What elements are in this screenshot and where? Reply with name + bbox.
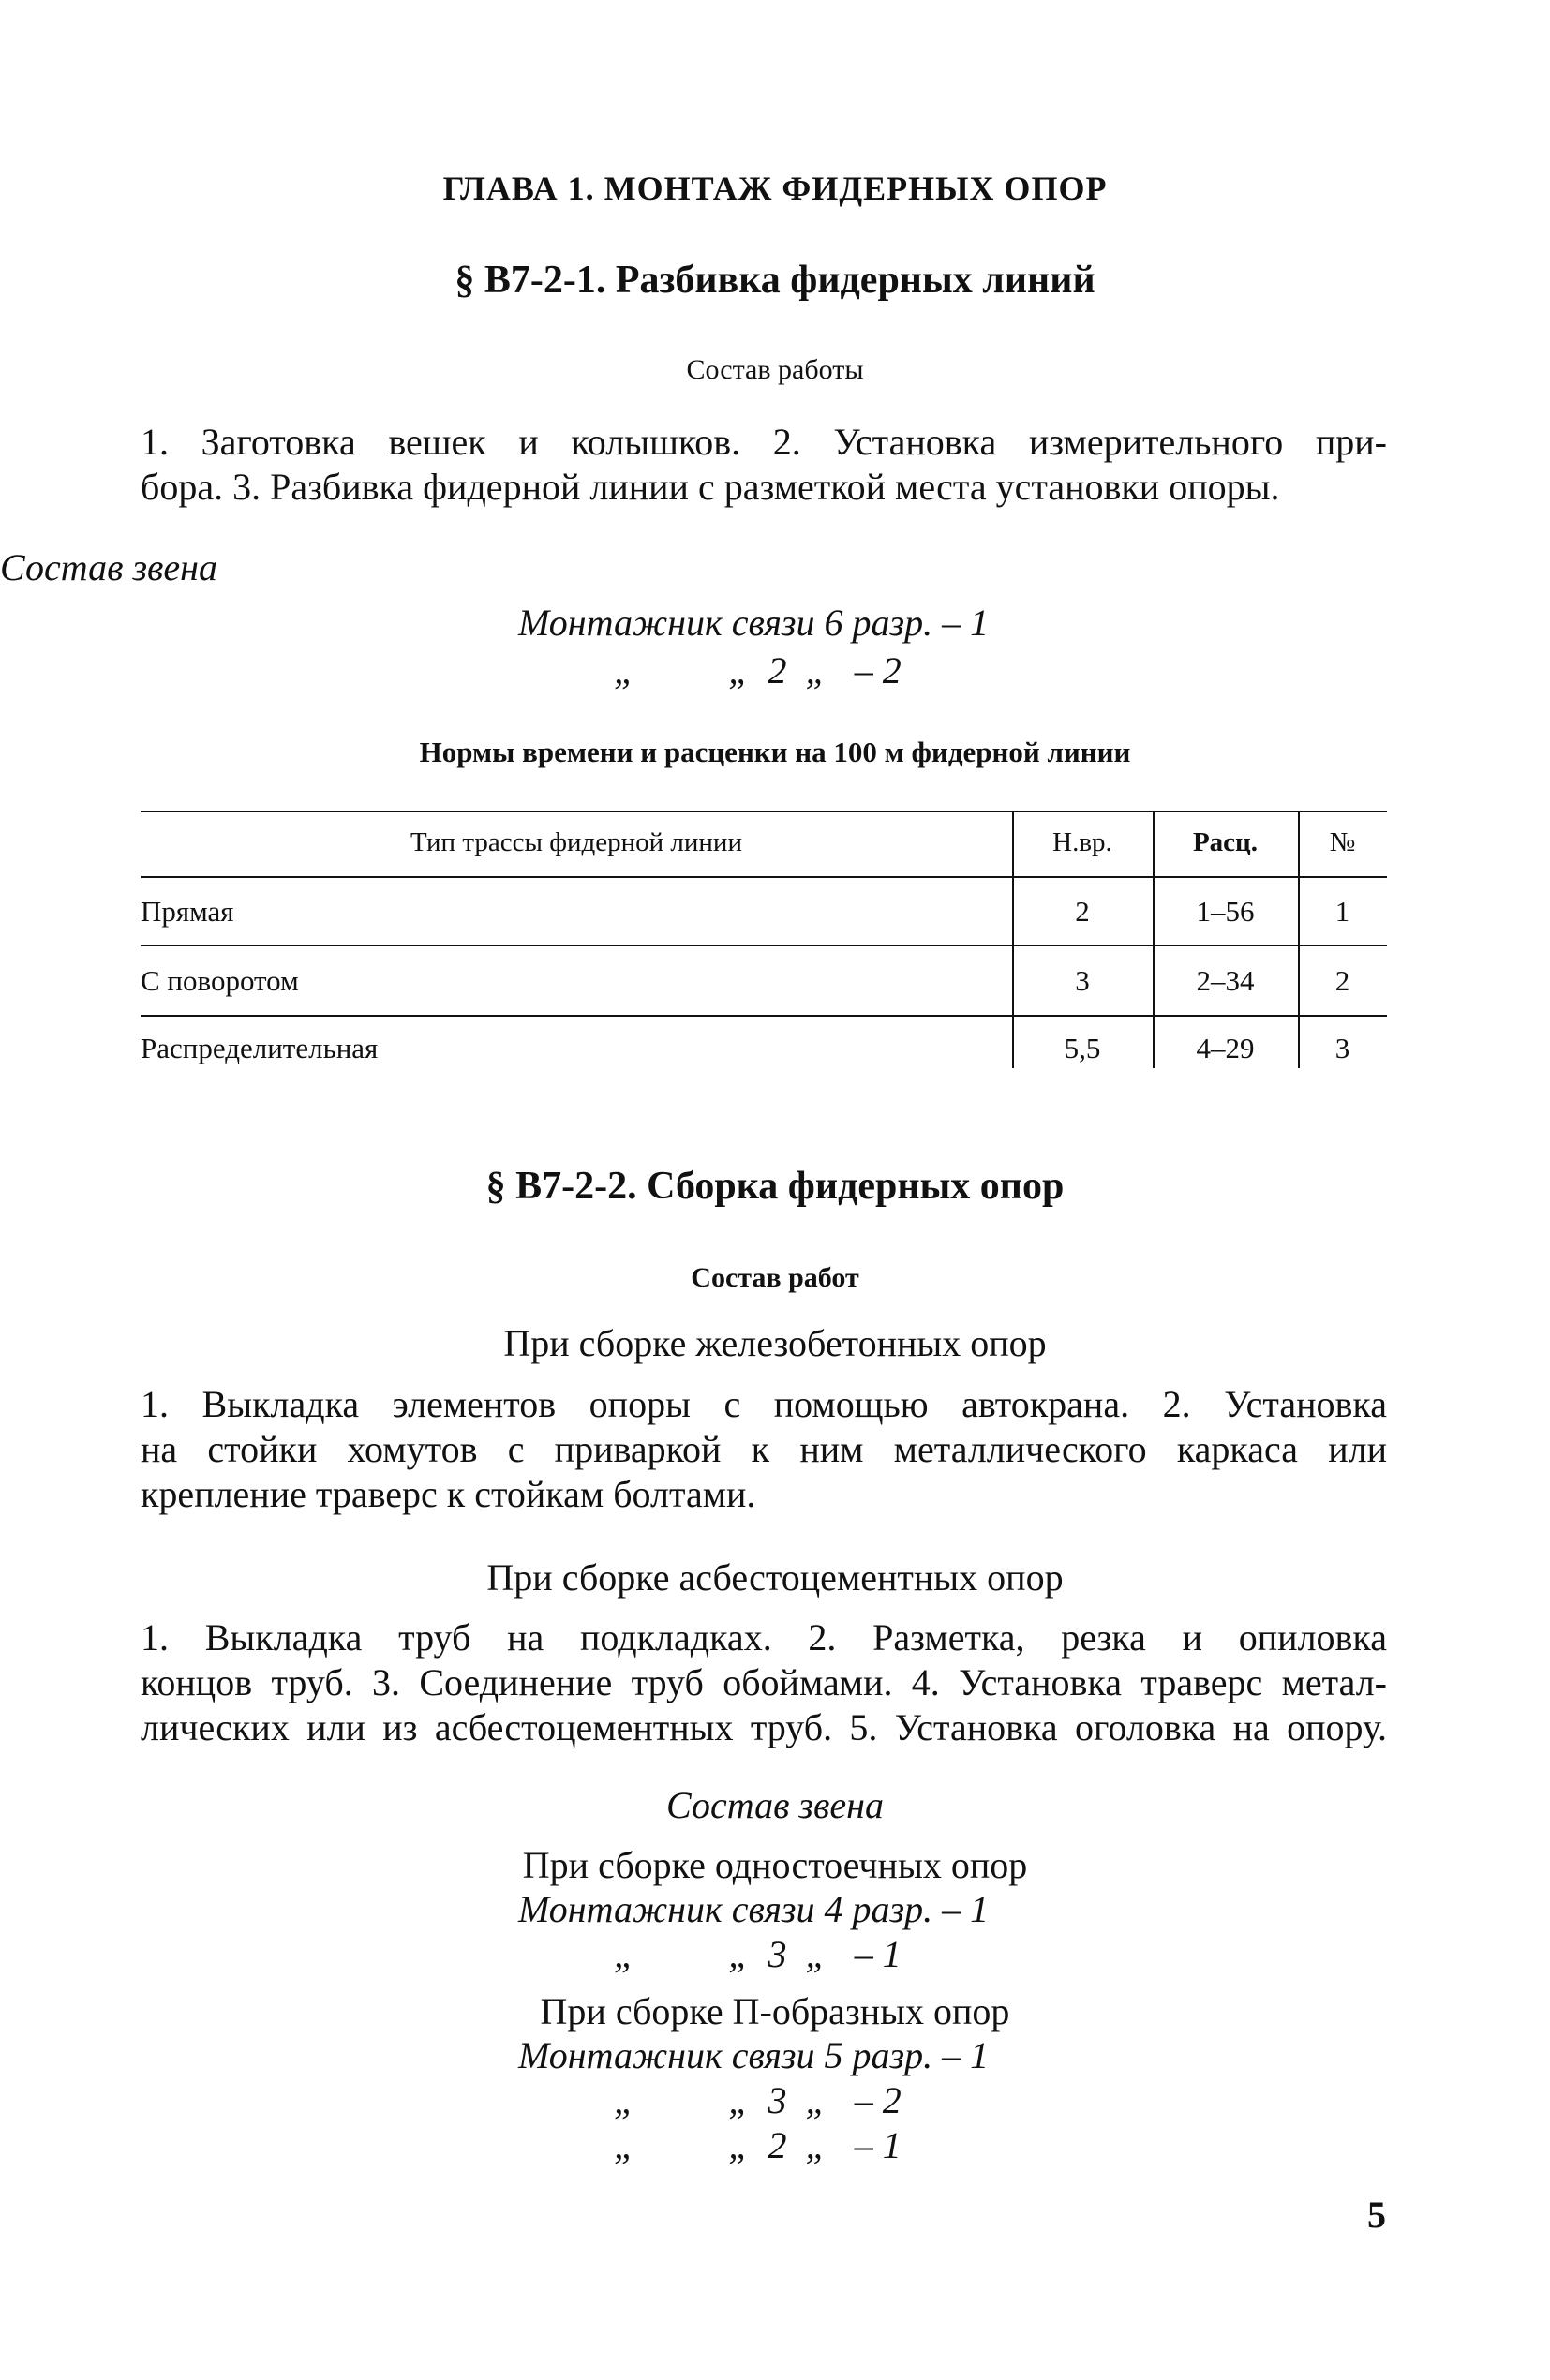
rc-text — [141, 1382, 1387, 1517]
table-header-rate: Расц. — [1192, 827, 1259, 857]
ac-line: 1. Выкладка труб на подкладках. 2. Разметка, резка и опиловка — [141, 1616, 1387, 1659]
table-row-2-time: 3 — [1075, 964, 1090, 997]
table-header-time: Н.вр. — [1052, 827, 1112, 857]
table-header-rule — [141, 876, 1387, 878]
table-row-1-rate: 1–56 — [1196, 895, 1255, 928]
table-row-3-rate: 4–29 — [1196, 1032, 1255, 1064]
ac-text — [141, 1615, 1387, 1750]
chapter-title: ГЛАВА 1. МОНТАЖ ФИДЕРНЫХ ОПОР — [442, 170, 1108, 207]
section-2-crew-heading: Состав звена — [665, 1784, 884, 1826]
p-shape-heading: При сборке П-образных опор — [540, 1990, 1010, 2032]
crew-line: „ „ 3 „ – 2 — [614, 2079, 902, 2121]
section-1-work-text — [141, 420, 1387, 510]
crew-line: Монтажник связи 4 разр. – 1 — [518, 1888, 990, 1930]
ac-heading: При сборке асбестоцементных опор — [486, 1556, 1064, 1599]
norms-table — [141, 811, 1387, 1068]
single-pole-heading: При сборке одностоечных опор — [522, 1844, 1028, 1886]
page-number: 5 — [1367, 2194, 1386, 2236]
table-row-2-rate: 2–34 — [1196, 964, 1255, 997]
table-title: Нормы времени и расценки на 100 м фидерной линии — [419, 736, 1131, 768]
table-header-number: № — [1329, 827, 1356, 857]
table-row-3-number: 3 — [1334, 1032, 1350, 1064]
table-row-3-time: 5,5 — [1064, 1032, 1101, 1064]
table-row-1-time: 2 — [1075, 895, 1090, 928]
crew-line: Монтажник связи 6 разр. – 1 — [518, 602, 990, 644]
table-row-rule — [141, 945, 1387, 946]
table-header-type: Тип трассы фидерной линии — [410, 827, 742, 857]
rc-line: крепление траверс к стойкам болтами. — [141, 1473, 756, 1515]
table-row-2-number: 2 — [1334, 964, 1350, 997]
section-2-work-heading: Состав работ — [691, 1262, 859, 1293]
table-row-rule — [141, 1015, 1387, 1017]
section-1-work-heading: Состав работы — [686, 354, 864, 385]
section-2-title: § В7-2-2. Сборка фидерных опор — [485, 1165, 1065, 1208]
ac-line: концов труб. 3. Соединение труб обоймами. 4. Установка траверс метал- — [141, 1661, 1387, 1703]
section-1-title: § В7-2-1. Разбивка фидерных линий — [455, 259, 1095, 302]
work-line: бора. 3. Разбивка фидерной линии с разметкой места установки опоры. — [141, 466, 1280, 508]
section-1-crew-heading: Состав звена — [0, 546, 218, 588]
ac-line: лических или из асбестоцементных труб. 5. Установка оголовка на опору. — [141, 1706, 1387, 1748]
table-row-3-type: Распределительная — [141, 1032, 379, 1064]
crew-line: Монтажник связи 5 разр. – 1 — [518, 2034, 990, 2076]
table-top-rule — [141, 811, 1387, 812]
rc-line: на стойки хомутов с приваркой к ним металлического каркаса или — [141, 1428, 1387, 1470]
work-line: 1. Заготовка вешек и колышков. 2. Установка измерительного при- — [141, 421, 1387, 463]
crew-line: „ „ 2 „ – 2 — [614, 649, 902, 692]
rc-heading: При сборке железобетонных опор — [503, 1322, 1047, 1364]
rc-line: 1. Выкладка элементов опоры с помощью автокрана. 2. Установка — [141, 1383, 1387, 1425]
table-row-2-type: С поворотом — [141, 964, 299, 997]
table-row-1-number: 1 — [1334, 895, 1350, 928]
crew-line: „ „ 3 „ – 1 — [614, 1933, 902, 1975]
table-row-1-type: Прямая — [141, 895, 234, 928]
crew-line: „ „ 2 „ – 1 — [614, 2124, 902, 2166]
